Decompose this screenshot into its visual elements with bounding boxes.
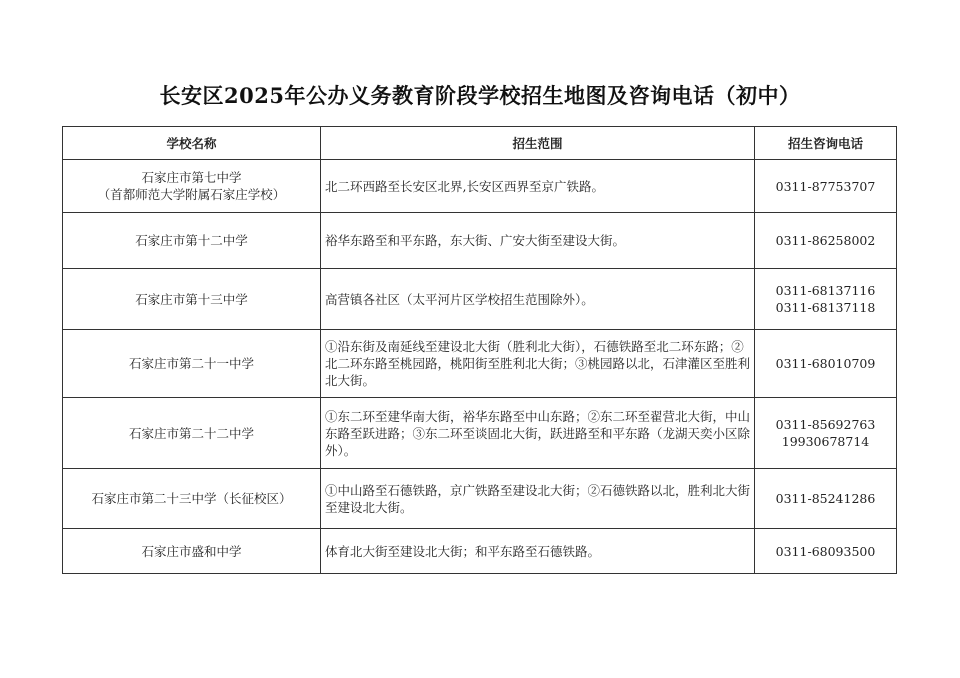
admission-range: ①沿东街及南延线至建设北大街（胜利北大街），石德铁路至北二环东路；②北二环东路至桃园路，桃阳街至胜利北大街；③桃园路以北，石津灌区至胜利北大街。 xyxy=(321,330,755,398)
school-name: 石家庄市盛和中学 xyxy=(63,529,321,574)
phone-number: 0311-68010709 xyxy=(775,356,876,371)
phone-cell xyxy=(755,330,897,398)
phone-cell xyxy=(755,160,897,213)
phone-cell xyxy=(755,529,897,574)
table-row xyxy=(63,529,897,574)
school-name: 石家庄市第七中学 xyxy=(141,170,242,185)
phone-number: 0311-85692763 xyxy=(775,417,876,432)
admission-range: 高营镇各社区（太平河片区学校招生范围除外）。 xyxy=(321,269,755,330)
school-name: 石家庄市第二十二中学 xyxy=(63,398,321,469)
school-name-note: （首都师范大学附属石家庄学校） xyxy=(97,187,286,202)
school-name: 石家庄市第十三中学 xyxy=(63,269,321,330)
table-row xyxy=(63,160,897,213)
phone-number: 0311-85241286 xyxy=(775,491,876,506)
admission-range: ①中山路至石德铁路，京广铁路至建设北大街；②石德铁路以北，胜利北大街至建设北大街。 xyxy=(321,469,755,529)
table-header-row xyxy=(63,127,897,160)
table-row xyxy=(63,213,897,269)
school-name: 石家庄市第二十三中学（长征校区） xyxy=(63,469,321,529)
phone-number: 0311-86258002 xyxy=(775,233,876,248)
header-consult-phone: 招生咨询电话 xyxy=(755,127,897,160)
phone-cell xyxy=(755,398,897,469)
phone-number: 0311-68093500 xyxy=(775,543,876,559)
header-admission-range: 招生范围 xyxy=(321,127,755,160)
table-row xyxy=(63,330,897,398)
admission-range: 裕华东路至和平东路，东大街、广安大街至建设大街。 xyxy=(321,213,755,269)
admission-range: 北二环西路至长安区北界,长安区西界至京广铁路。 xyxy=(321,160,755,213)
admission-range: 体育北大街至建设北大街；和平东路至石德铁路。 xyxy=(321,529,755,574)
phone-number: 0311-68137118 xyxy=(775,300,876,315)
table-row xyxy=(63,269,897,330)
page-title: 长安区2025年公办义务教育阶段学校招生地图及咨询电话（初中） xyxy=(159,83,801,108)
phone-number: 19930678714 xyxy=(781,434,870,449)
phone-cell xyxy=(755,469,897,529)
phone-cell xyxy=(755,269,897,330)
admissions-table xyxy=(62,126,897,574)
phone-number: 0311-87753707 xyxy=(775,178,876,194)
phone-cell xyxy=(755,213,897,269)
table-row xyxy=(63,469,897,529)
admission-range: ①东二环至建华南大街，裕华东路至中山东路；②东二环至翟营北大街，中山东路至跃进路；③东二环至谈固北大街，跃进路至和平东路（龙湖天奕小区除外）。 xyxy=(321,398,755,469)
table-row xyxy=(63,398,897,469)
school-name: 石家庄市第二十一中学 xyxy=(63,330,321,398)
phone-number: 0311-68137116 xyxy=(775,283,876,298)
school-name: 石家庄市第十二中学 xyxy=(63,213,321,269)
header-school-name: 学校名称 xyxy=(63,127,321,160)
school-name-cell xyxy=(63,160,321,213)
